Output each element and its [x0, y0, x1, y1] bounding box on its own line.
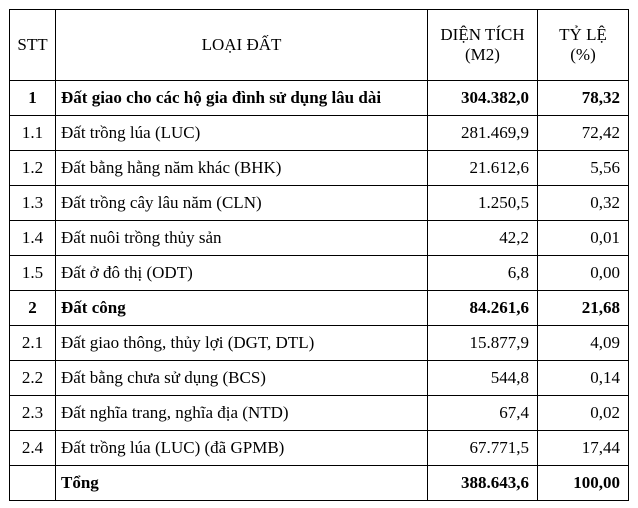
row-stt: 2 — [10, 291, 56, 326]
row-stt: 1 — [10, 81, 56, 116]
row-area: 42,2 — [428, 221, 538, 256]
table-row — [10, 326, 629, 361]
row-stt: 2.4 — [10, 431, 56, 466]
header-area-unit: (M2) — [465, 45, 500, 64]
row-area: 67.771,5 — [428, 431, 538, 466]
row-land-type: Đất ở đô thị (ODT) — [56, 256, 428, 291]
table-row — [10, 361, 629, 396]
header-ratio — [538, 10, 629, 81]
row-stt: 1.1 — [10, 116, 56, 151]
row-stt: 2.2 — [10, 361, 56, 396]
row-ratio: 72,42 — [538, 116, 629, 151]
row-area: 281.469,9 — [428, 116, 538, 151]
row-area: 21.612,6 — [428, 151, 538, 186]
row-stt: 2.3 — [10, 396, 56, 431]
table-row — [10, 81, 629, 116]
row-stt: 1.5 — [10, 256, 56, 291]
header-row — [10, 10, 629, 81]
row-land-type: Đất trồng lúa (LUC) — [56, 116, 428, 151]
row-land-type: Đất công — [56, 291, 428, 326]
row-area: 67,4 — [428, 396, 538, 431]
header-area-title: DIỆN TÍCH — [440, 25, 525, 44]
row-land-type: Đất giao thông, thủy lợi (DGT, DTL) — [56, 326, 428, 361]
row-stt: 1.3 — [10, 186, 56, 221]
row-ratio: 78,32 — [538, 81, 629, 116]
table-row — [10, 116, 629, 151]
table-row — [10, 466, 629, 501]
row-land-type: Đất bằng hằng năm khác (BHK) — [56, 151, 428, 186]
row-land-type: Đất trồng lúa (LUC) (đã GPMB) — [56, 431, 428, 466]
row-ratio: 0,14 — [538, 361, 629, 396]
table-row — [10, 221, 629, 256]
header-stt: STT — [10, 10, 56, 81]
row-ratio: 4,09 — [538, 326, 629, 361]
row-area: 544,8 — [428, 361, 538, 396]
row-stt: 1.4 — [10, 221, 56, 256]
header-ratio-unit: (%) — [570, 45, 596, 64]
row-area: 304.382,0 — [428, 81, 538, 116]
row-area: 1.250,5 — [428, 186, 538, 221]
row-ratio: 0,00 — [538, 256, 629, 291]
row-area: 6,8 — [428, 256, 538, 291]
row-stt: 1.2 — [10, 151, 56, 186]
row-area: 15.877,9 — [428, 326, 538, 361]
row-ratio: 0,32 — [538, 186, 629, 221]
table-header — [10, 10, 629, 81]
table-row — [10, 396, 629, 431]
row-ratio: 0,02 — [538, 396, 629, 431]
row-area: 388.643,6 — [428, 466, 538, 501]
row-land-type: Đất giao cho các hộ gia đình sử dụng lâu dài — [56, 81, 428, 116]
row-land-type: Đất trồng cây lâu năm (CLN) — [56, 186, 428, 221]
row-land-type: Đất bằng chưa sử dụng (BCS) — [56, 361, 428, 396]
table-row — [10, 431, 629, 466]
table-row — [10, 186, 629, 221]
table-row — [10, 151, 629, 186]
row-stt — [10, 466, 56, 501]
row-ratio: 17,44 — [538, 431, 629, 466]
table-row — [10, 291, 629, 326]
row-ratio: 100,00 — [538, 466, 629, 501]
row-land-type: Đất nuôi trồng thủy sản — [56, 221, 428, 256]
row-ratio: 0,01 — [538, 221, 629, 256]
table-body — [10, 81, 629, 501]
row-stt: 2.1 — [10, 326, 56, 361]
row-land-type: Tổng — [56, 466, 428, 501]
land-use-table — [9, 9, 629, 501]
header-ratio-title: TỶ LỆ — [559, 25, 607, 44]
row-ratio: 5,56 — [538, 151, 629, 186]
table-row — [10, 256, 629, 291]
row-ratio: 21,68 — [538, 291, 629, 326]
row-land-type: Đất nghĩa trang, nghĩa địa (NTD) — [56, 396, 428, 431]
row-area: 84.261,6 — [428, 291, 538, 326]
header-area — [428, 10, 538, 81]
header-land-type: LOẠI ĐẤT — [56, 10, 428, 81]
